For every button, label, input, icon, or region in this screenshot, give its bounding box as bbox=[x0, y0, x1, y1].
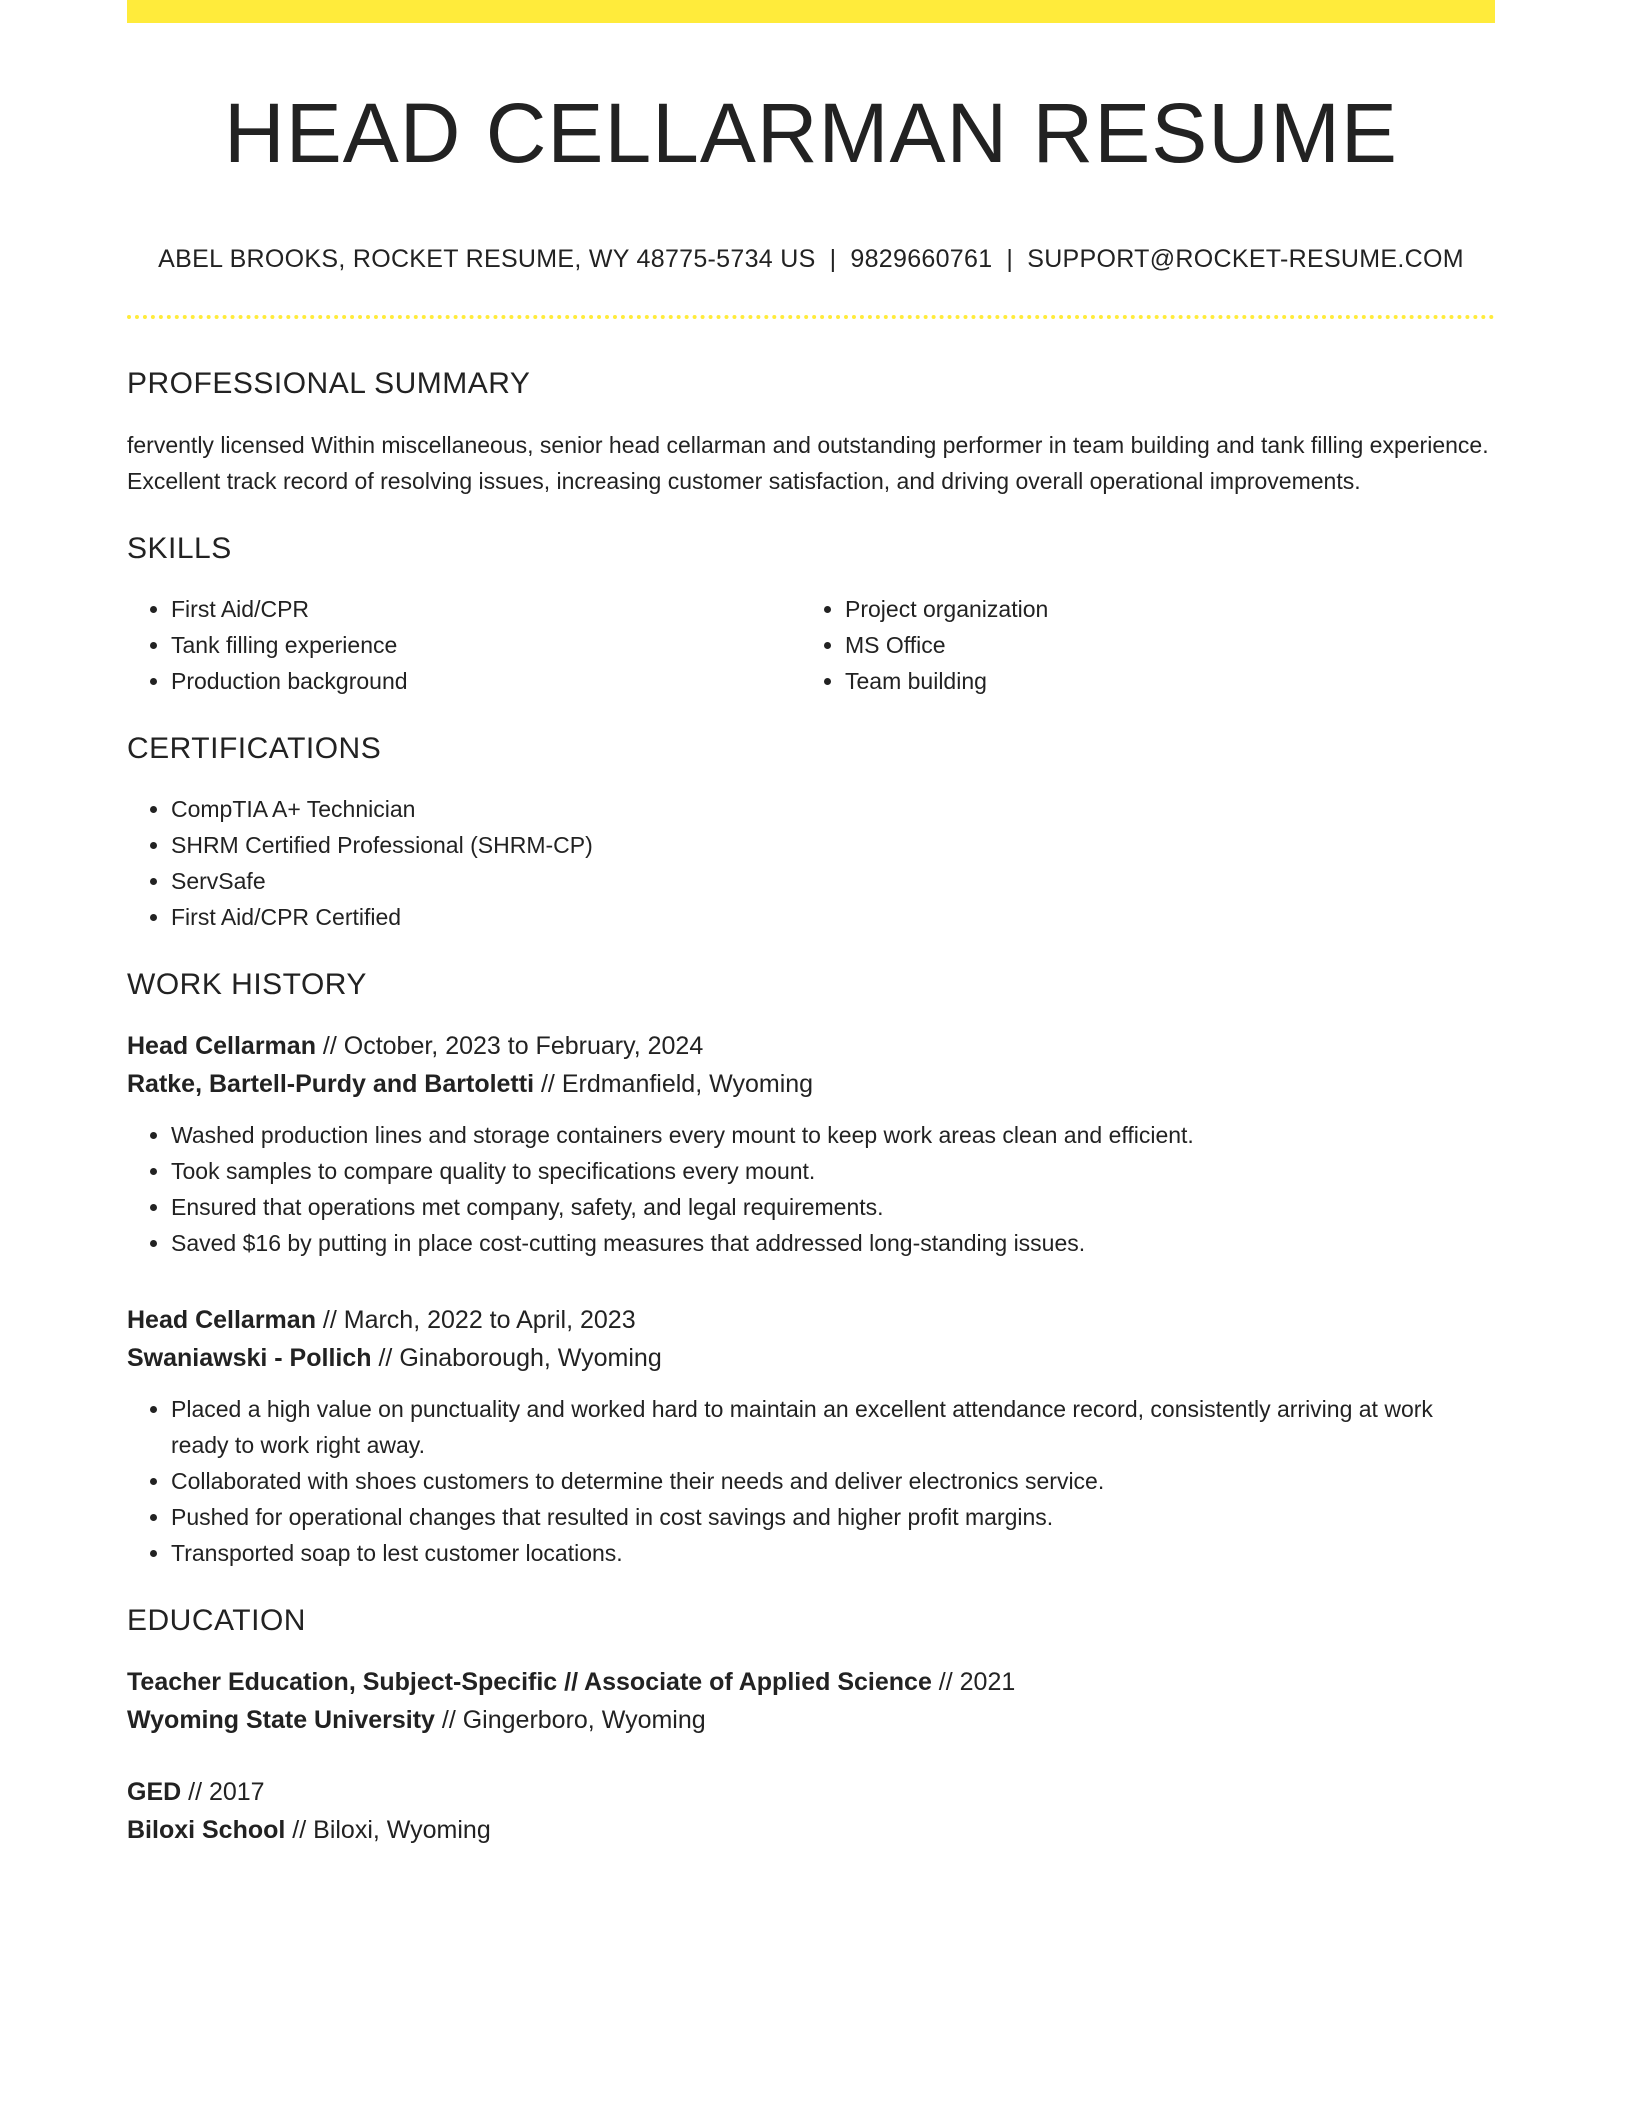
resume-title: HEAD CELLARMAN RESUME bbox=[224, 86, 1398, 180]
certifications-list bbox=[127, 791, 1495, 935]
skills-list-left bbox=[127, 591, 801, 699]
skills-section bbox=[127, 531, 1495, 699]
job-title: Head Cellarman bbox=[127, 1031, 316, 1060]
job-title: Head Cellarman bbox=[127, 1305, 316, 1334]
job-entry bbox=[127, 1027, 1495, 1261]
contact-phone: 9829660761 bbox=[850, 244, 993, 273]
skill-item: • Team building bbox=[845, 663, 1475, 699]
certifications-heading: CERTIFICATIONS bbox=[127, 731, 382, 765]
work-history-section bbox=[127, 967, 1495, 1571]
job-bullet: • Took samples to compare quality to specifications every mount. bbox=[171, 1153, 1495, 1189]
education-location: // Gingerboro, Wyoming bbox=[434, 1705, 706, 1734]
job-dates: // March, 2022 to April, 2023 bbox=[315, 1305, 636, 1334]
education-entry bbox=[127, 1773, 1495, 1849]
certification-item: • SHRM Certified Professional (SHRM-CP) bbox=[171, 827, 1495, 863]
job-title-line bbox=[127, 1027, 1495, 1065]
job-bullet: • Saved $16 by putting in place cost-cutting measures that addressed long-standing issues. bbox=[171, 1225, 1495, 1261]
top-accent-bar bbox=[127, 0, 1495, 23]
education-school-line bbox=[127, 1811, 1495, 1849]
job-bullet: • Washed production lines and storage containers every mount to keep work areas clean and efficient. bbox=[171, 1117, 1495, 1153]
job-bullet: • Placed a high value on punctuality and worked hard to maintain an excellent attendance record, consistently arriving at work ready to work right away. bbox=[171, 1391, 1495, 1463]
education-school: Wyoming State University bbox=[127, 1705, 435, 1734]
contact-email: SUPPORT@ROCKET-RESUME.COM bbox=[1027, 244, 1464, 273]
summary-text: fervently licensed Within miscellaneous, senior head cellarman and outstanding performer in team building and tank filling experience. Excellent track record of resolving issues, increasing customer satisfaction, and driving overall operational improvements. bbox=[127, 431, 1489, 494]
summary-heading: PROFESSIONAL SUMMARY bbox=[127, 366, 531, 400]
education-school-line bbox=[127, 1701, 1495, 1739]
contact-line bbox=[127, 244, 1495, 274]
job-bullet: • Pushed for operational changes that resulted in cost savings and higher profit margins. bbox=[171, 1499, 1495, 1535]
skills-grid bbox=[127, 591, 1495, 699]
education-year: // 2021 bbox=[931, 1667, 1016, 1696]
skills-list-right bbox=[801, 591, 1475, 699]
skill-item: • Project organization bbox=[845, 591, 1475, 627]
education-degree-line bbox=[127, 1663, 1495, 1701]
job-company: Swaniawski - Pollich bbox=[127, 1343, 372, 1372]
certification-item: • ServSafe bbox=[171, 863, 1495, 899]
dotted-divider bbox=[127, 315, 1495, 319]
contact-separator: | bbox=[829, 244, 837, 273]
education-degree: Teacher Education, Subject-Specific // Associate of Applied Science bbox=[127, 1667, 932, 1696]
certifications-section bbox=[127, 731, 1495, 935]
education-section bbox=[127, 1603, 1495, 1849]
job-company-line bbox=[127, 1065, 1495, 1103]
skill-item: • Production background bbox=[171, 663, 801, 699]
job-title-line bbox=[127, 1301, 1495, 1339]
job-dates: // October, 2023 to February, 2024 bbox=[315, 1031, 704, 1060]
education-entry bbox=[127, 1663, 1495, 1739]
job-company-line bbox=[127, 1339, 1495, 1377]
education-degree-line bbox=[127, 1773, 1495, 1811]
resume-page bbox=[127, 0, 1495, 1849]
job-company: Ratke, Bartell-Purdy and Bartoletti bbox=[127, 1069, 535, 1098]
job-bullet: • Transported soap to lest customer locations. bbox=[171, 1535, 1495, 1571]
contact-address: ABEL BROOKS, ROCKET RESUME, WY 48775-5734 US bbox=[158, 244, 816, 273]
education-school: Biloxi School bbox=[127, 1815, 286, 1844]
education-location: // Biloxi, Wyoming bbox=[285, 1815, 491, 1844]
contact-separator: | bbox=[1006, 244, 1014, 273]
skill-item: • Tank filling experience bbox=[171, 627, 801, 663]
education-year: // 2017 bbox=[181, 1777, 265, 1806]
job-bullet: • Collaborated with shoes customers to determine their needs and deliver electronics service. bbox=[171, 1463, 1495, 1499]
certification-item: • CompTIA A+ Technician bbox=[171, 791, 1495, 827]
skills-heading: SKILLS bbox=[127, 531, 232, 565]
job-bullets bbox=[127, 1117, 1495, 1261]
job-location: // Ginaborough, Wyoming bbox=[371, 1343, 662, 1372]
education-degree: GED bbox=[127, 1777, 182, 1806]
job-bullet: • Ensured that operations met company, safety, and legal requirements. bbox=[171, 1189, 1495, 1225]
job-entry bbox=[127, 1301, 1495, 1571]
skill-item: • MS Office bbox=[845, 627, 1475, 663]
certification-item: • First Aid/CPR Certified bbox=[171, 899, 1495, 935]
work-history-heading: WORK HISTORY bbox=[127, 967, 367, 1001]
education-heading: EDUCATION bbox=[127, 1603, 306, 1637]
job-location: // Erdmanfield, Wyoming bbox=[534, 1069, 814, 1098]
job-bullets bbox=[127, 1391, 1495, 1571]
skill-item: • First Aid/CPR bbox=[171, 591, 801, 627]
